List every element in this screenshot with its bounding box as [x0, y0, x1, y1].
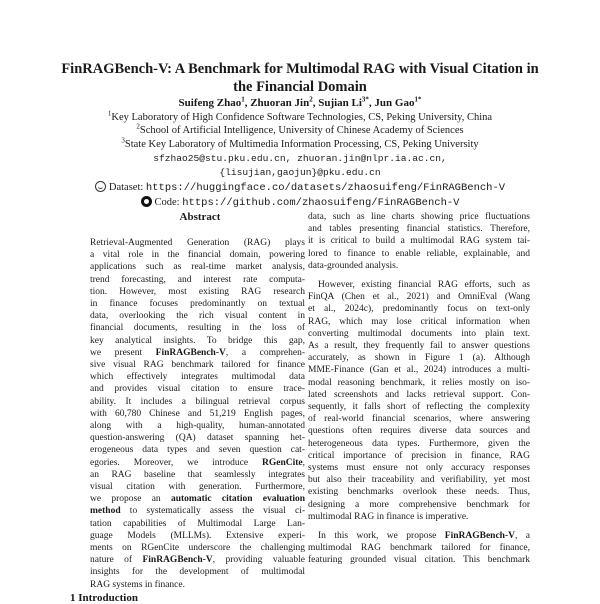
email-line-1: sfzhao25@stu.pku.edu.cn, zhuoran.jin@nlpr.ia.ac.cn, [153, 153, 447, 164]
text-line: guage Models (MLLMs). Extensive experi- [90, 530, 305, 541]
text-line: systems must ensure not only accuracy responses [308, 463, 530, 474]
affiliation-text: Key Laboratory of High Confidence Software Technologies, CS, Peking University, China [111, 112, 493, 123]
paragraph-2 [308, 279, 530, 523]
code-url-link[interactable]: https://github.com/zhaosuifeng/FinRAGBench-V [182, 197, 460, 209]
text-line: with 60,780 Chinese and 51,219 English pages, [90, 408, 305, 419]
abstract-body [90, 237, 305, 591]
abstract-heading: Abstract [179, 211, 221, 223]
text-line: financial documents, resulting in the loss of [90, 323, 305, 334]
text-line: sive visual RAG benchmark tailored for finance [90, 360, 305, 371]
affiliation-2 [40, 124, 560, 137]
text-line: questions often requires diverse data sources and [308, 426, 530, 437]
text-line: a vital role in the financial domain, powering [90, 250, 305, 261]
paragraph-3 [308, 530, 530, 567]
text-line: method to systematically assess the visual ci- [90, 506, 305, 517]
email-line-2: {lisujian,gaojun}@pku.edu.cn [219, 167, 381, 178]
text-line: modal reasoning benchmark, it relies mostly on iso- [308, 377, 530, 388]
text-line: RAG, which may lose critical information when [308, 316, 530, 327]
affiliation-mark: 3 [121, 136, 125, 145]
section-heading-introduction: 1 Introduction [70, 592, 138, 604]
text-line: existing benchmarks overlook these needs. Thus, [308, 487, 530, 498]
text-line: ability. It includes a bilingual retrieval corpus [90, 396, 305, 407]
text-line: et al., 2024c), predominantly focus on text-only [308, 304, 530, 315]
affiliation-mark: 1 [107, 109, 112, 118]
text-line: nature of FinRAGBench-V, providing valuable [90, 555, 306, 566]
text-line: applications such as real-time market analysis, [90, 262, 305, 273]
text-line: egories. Moreover, we introduce RGenCite, [90, 457, 305, 468]
introduction-body [308, 211, 530, 567]
text-line: multimodal RAG benchmark tailored for finance, [308, 543, 530, 554]
text-line: data, overlooking the rich visual content in [90, 311, 305, 322]
dataset-link-row[interactable] [40, 181, 560, 195]
code-link-row[interactable] [40, 196, 560, 210]
text-line: we propose an automatic citation evaluation [90, 494, 305, 505]
text-line: ments on RGenCite underscore the challenging [90, 543, 305, 554]
affiliation-text: State Key Laboratory of Multimedia Information Processing, CS, Peking University [124, 139, 479, 150]
text-line: heterogeneous data types. Furthermore, given the [308, 438, 530, 449]
text-line: in finance focuses predominantly on textual [90, 299, 305, 310]
text-line: Retrieval-Augmented Generation (RAG) plays [90, 238, 305, 248]
text-line: lated screenshots and lacks retrieval support. Con- [308, 389, 530, 400]
text-line: MME-Finance (Gan et al., 2024) introduces a multi- [308, 365, 530, 376]
text-line: of real-world financial scenarios, where answering [308, 414, 530, 425]
text-line: RAG systems in finance. [90, 579, 185, 590]
affiliation-3 [40, 138, 560, 151]
text-line: an RAG baseline that seamlessly integrates [90, 469, 305, 480]
author-affiliation-mark: 1* [414, 95, 422, 104]
github-icon [141, 196, 152, 207]
text-line: it is critical to build a multimodal RAG system tai- [308, 236, 530, 247]
text-line: tion. However, most existing RAG research [90, 286, 305, 297]
dataset-url-link[interactable]: https://huggingface.co/datasets/zhaosuifeng/FinRAGBench-V [145, 182, 506, 194]
text-line: key analytical insights. To bridge this gap, [90, 335, 305, 346]
affiliation-mark: 2 [136, 122, 140, 131]
text-line: sequently, it falls short of reflecting the complexity [308, 402, 530, 413]
text-line: In this work, we propose FinRAGBench-V, a [318, 531, 530, 542]
huggingface-icon [95, 181, 106, 192]
author-list: Suifeng Zhao$^1$, Zhuoran Jin$^2$, Sujian $Li^{3*}$, Jun Gao$^{1*}$ [178, 95, 422, 109]
text-line: visual citation with generation. Furthermore, [90, 482, 305, 493]
paragraph-1 [308, 211, 530, 272]
author-name: Sujian Li [318, 97, 362, 109]
text-line: converting multimodal documents into plain text. [308, 328, 530, 339]
text-line: multimodal RAG in finance is imperative. [308, 511, 469, 522]
paper-title: FinRAGBench-V: A Benchmark for Multimodal RAG with Visual Citation in the Financial Domain [61, 61, 539, 95]
text-line: but also their traceability and verifiability, yet most [308, 475, 530, 486]
author-affiliation-mark: 3* [361, 95, 369, 104]
author-name: Jun Gao [374, 97, 415, 109]
author-affiliation-mark: 2 [309, 95, 313, 104]
affiliation-1 [40, 111, 560, 124]
text-line: which effectively integrates multimodal data [90, 372, 305, 383]
code-label: Code: [154, 197, 180, 208]
author-name: Zhuoran Jin [250, 97, 310, 109]
text-line: FinQA (Chen et al., 2021) and OmniEval (Wang [308, 292, 530, 303]
text-line: trend forecasting, and interest rate computa- [90, 274, 305, 285]
text-line: along with a high-quality, human-annotated [90, 421, 305, 432]
text-line: insights for the development of multimodal [90, 567, 305, 578]
text-line: tation capabilities of Multimodal Large Lan- [90, 518, 305, 529]
text-line: However, existing financial RAG efforts, such as [318, 280, 530, 291]
text-line: and tables presenting financial statistics. Therefore, [308, 224, 530, 235]
text-line: we present FinRAGBench-V, a comprehen- [90, 347, 305, 358]
author-affiliation-mark: 1 [241, 95, 245, 104]
text-line: lored to finance to enable reliable, explainable, and [308, 248, 530, 259]
text-line: featuring grounded visual citation. This benchmark [308, 555, 530, 566]
text-line: and provides visual citation to ensure trace- [90, 384, 305, 395]
text-line: critical importance of precision in finance, RAG [308, 450, 530, 461]
text-line: As a result, they frequently fail to answer questions [308, 341, 530, 352]
text-line: designing a more comprehensive benchmark for [308, 499, 530, 510]
text-line: erogeneous data types and seven question cat- [90, 445, 305, 456]
text-line: data-grounded analysis. [308, 260, 399, 271]
dataset-label: Dataset: [108, 182, 144, 193]
text-line: accurately, as shown in Figure 1 (a). Although [308, 353, 530, 364]
author-name: Suifeng Zhao [178, 97, 242, 109]
text-line: data, such as line charts showing price fluctuations [308, 212, 530, 222]
affiliation-text: School of Artificial Intelligence, University of Chinese Academy of Sciences [139, 125, 464, 136]
text-line: question-answering (QA) dataset spanning het- [90, 433, 305, 444]
